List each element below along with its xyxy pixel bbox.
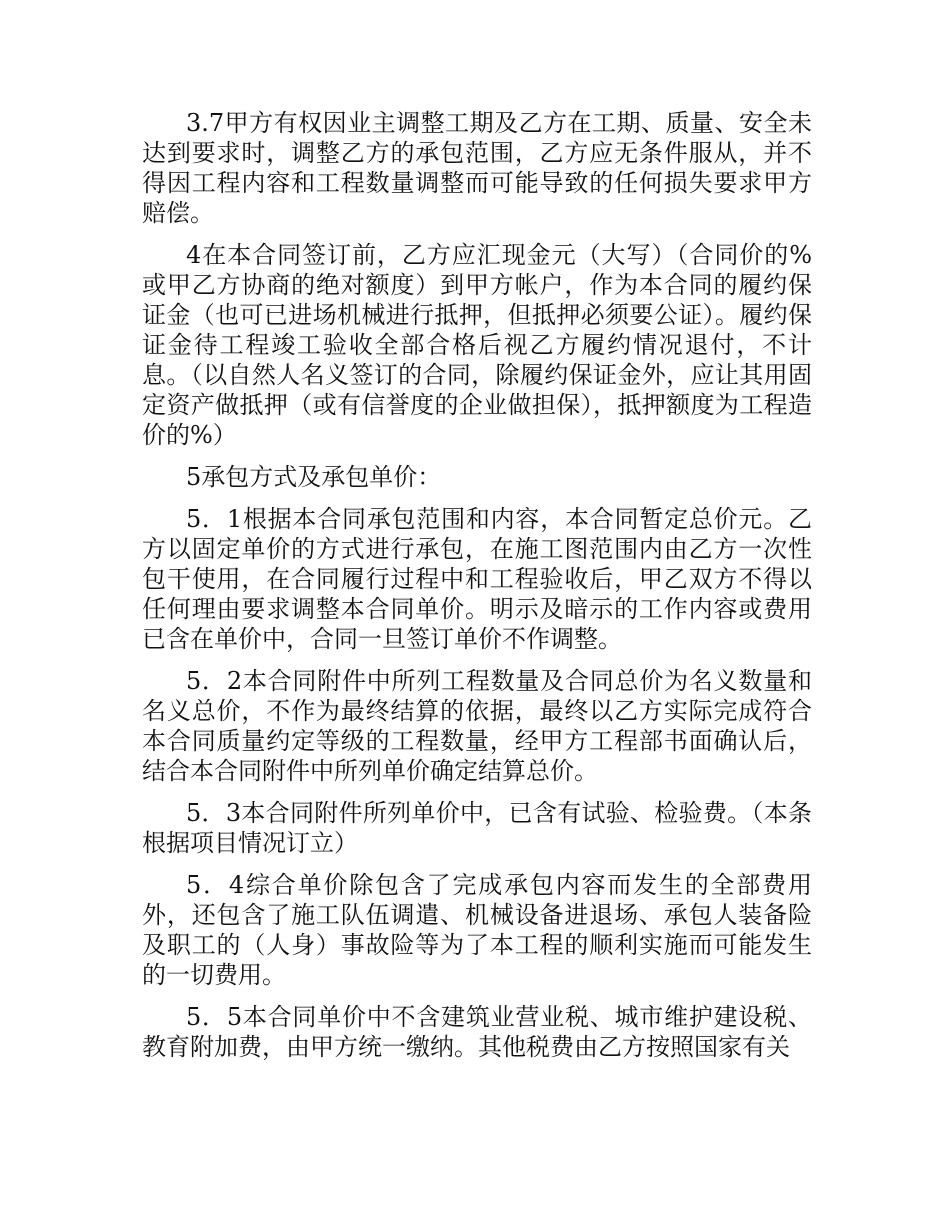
clause-5-5: 5．5本合同单价中不含建筑业营业税、城市维护建设税、教育附加费，由甲方统一缴纳。其他税费由乙方按照国家有关 (142, 1003, 812, 1061)
clause-5-heading: 5承包方式及承包单价： (186, 463, 442, 491)
clause-5-3: 5．3本合同附件所列单价中，已含有试验、检验费。（本条根据项目情况订立） (142, 799, 812, 857)
clause-3-7: 3.7甲方有权因业主调整工期及乙方在工期、质量、安全未达到要求时，调整乙方的承包范围，乙方应无条件服从，并不得因工程内容和工程数量调整而可能导致的任何损失要求甲方赔偿。 (142, 109, 812, 227)
clause-5-2: 5．2本合同附件中所列工程数量及合同总价为名义数量和名义总价，不作为最终结算的依据，最终以乙方实际完成符合本合同质量约定等级的工程数量，经甲方工程部书面确认后，结合本合同附件中所列单价确定结算总价。 (142, 667, 812, 785)
clause-4-performance-bond: 4在本合同签订前，乙方应汇现金元（大写）（合同价的%或甲乙方协商的绝对额度）到甲方帐户，作为本合同的履约保证金（也可已进场机械进行抵押，但抵押必须要公证）。履约保证金待工程竣工验收全部合格后视乙方履约情况退付，不计息。（以自然人名义签订的合同，除履约保证金外，应让其用固定资产做抵押（或有信誉度的企业做担保），抵押额度为工程造价的%） (142, 241, 812, 449)
document-page (142, 108, 812, 1074)
clause-5-4: 5．4综合单价除包含了完成承包内容而发生的全部费用外，还包含了施工队伍调遣、机械设备进退场、承包人装备险及职工的（人身）事故险等为了本工程的顺利实施而可能发生的一切费用。 (142, 871, 812, 989)
clause-5-1: 5．1根据本合同承包范围和内容，本合同暂定总价元。乙方以固定单价的方式进行承包，在施工图范围内由乙方一次性包干使用，在合同履行过程中和工程验收后，甲乙双方不得以任何理由要求调整本合同单价。明示及暗示的工作内容或费用已含在单价中，合同一旦签订单价不作调整。 (142, 505, 812, 653)
